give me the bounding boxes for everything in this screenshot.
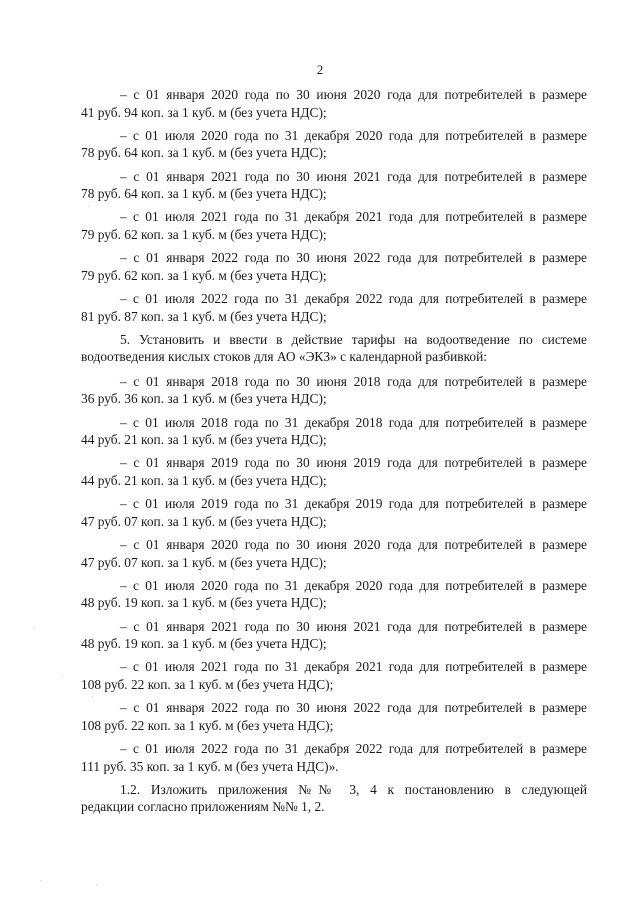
- tariff-item: [81, 699, 587, 734]
- tariff-item: [81, 208, 587, 243]
- tariff-item-period: – с 01 июля 2022 года по 31 декабря 2022 года для потребителей в размере: [120, 740, 587, 756]
- tariff-item-period: – с 01 января 2022 года по 30 июня 2022 года для потребителей в размере: [120, 700, 587, 716]
- tariff-item-period: – с 01 января 2021 года по 30 июня 2021 года для потребителей в размере: [120, 618, 587, 634]
- tariff-item-price: 79 руб. 62 коп. за 1 куб. м (без учета НДС);: [81, 226, 327, 242]
- tariff-item-period: – с 01 января 2020 года по 30 июня 2020 года для потребителей в размере: [120, 537, 587, 552]
- tariff-item-price: 111 руб. 35 коп. за 1 куб. м (без учета НДС)».: [81, 758, 339, 774]
- tariff-item-period: – с 01 января 2020 года по 30 июня 2020 года для потребителей в размере: [120, 87, 587, 102]
- clause-5-line-2: водоотведения кислых стоков для АО «ЭКЗ» с календарной разбивкой:: [81, 349, 488, 365]
- tariff-item-period: – с 01 июля 2021 года по 31 декабря 2021 года для потребителей в размере: [120, 209, 587, 225]
- tariff-item: [81, 577, 587, 612]
- tariff-item-period: – с 01 июля 2019 года по 31 декабря 2019 года для потребителей в размере: [120, 496, 587, 512]
- tariff-item: [81, 86, 587, 121]
- page-number: 2: [316, 62, 324, 77]
- tariff-item: [81, 740, 587, 775]
- tariff-item-price: 81 руб. 87 коп. за 1 куб. м (без учета НДС);: [81, 308, 327, 324]
- clause-1-2: [81, 781, 587, 816]
- clause-1-2-line-2: редакции согласно приложениям №№ 1, 2.: [81, 799, 325, 815]
- tariff-item: [81, 454, 587, 489]
- document-body: [81, 86, 587, 823]
- tariff-item-period: – с 01 июля 2020 года по 31 декабря 2020 года для потребителей в размере: [120, 127, 587, 143]
- tariff-item-price: 108 руб. 22 коп. за 1 куб. м (без учета НДС);: [81, 717, 334, 733]
- tariff-item-price: 79 руб. 62 коп. за 1 куб. м (без учета НДС);: [81, 267, 327, 283]
- tariff-item-price: 78 руб. 64 коп. за 1 куб. м (без учета НДС);: [81, 186, 327, 202]
- tariff-item: [81, 536, 587, 571]
- scan-speck: [62, 676, 63, 677]
- tariff-item-period: – с 01 июля 2021 года по 31 декабря 2021 года для потребителей в размере: [120, 659, 587, 675]
- scan-speck: [92, 696, 93, 697]
- tariff-item: [81, 373, 587, 408]
- scan-speck: [96, 884, 97, 885]
- tariff-item-period: – с 01 января 2018 года по 30 июня 2018 года для потребителей в размере: [120, 373, 587, 389]
- tariff-item-period: – с 01 января 2019 года по 30 июня 2019 года для потребителей в размере: [120, 455, 587, 471]
- tariff-list-acid-supply: [81, 86, 587, 325]
- tariff-item-price: 36 руб. 36 коп. за 1 куб. м (без учета НДС);: [81, 391, 327, 407]
- clause-5: [81, 331, 587, 366]
- tariff-item-price: 48 руб. 19 коп. за 1 куб. м (без учета НДС);: [81, 636, 327, 652]
- tariff-item: [81, 414, 587, 449]
- tariff-item-period: – с 01 июля 2022 года по 31 декабря 2022 года для потребителей в размере: [120, 290, 587, 306]
- tariff-list-acid-drainage: [81, 373, 587, 775]
- clause-5-line-1: 5. Установить и ввести в действие тарифы на водоотведение по системе: [120, 331, 587, 347]
- scan-speck: [34, 628, 35, 629]
- tariff-item: [81, 658, 587, 693]
- tariff-item-price: 78 руб. 64 коп. за 1 куб. м (без учета НДС);: [81, 145, 327, 161]
- tariff-item: [81, 249, 587, 284]
- tariff-item-price: 47 руб. 07 коп. за 1 куб. м (без учета НДС);: [81, 513, 327, 529]
- tariff-item-period: – с 01 января 2022 года по 30 июня 2022 года для потребителей в размере: [120, 250, 587, 266]
- tariff-item-price: 108 руб. 22 коп. за 1 куб. м (без учета НДС);: [81, 676, 334, 692]
- tariff-item: [81, 495, 587, 530]
- tariff-item-period: – с 01 июля 2020 года по 31 декабря 2020 года для потребителей в размере: [120, 577, 587, 593]
- tariff-item-price: 41 руб. 94 коп. за 1 куб. м (без учета НДС);: [81, 104, 327, 120]
- tariff-item-price: 44 руб. 21 коп. за 1 куб. м (без учета НДС);: [81, 432, 327, 448]
- tariff-item-period: – с 01 июля 2018 года по 31 декабря 2018 года для потребителей в размере: [120, 414, 587, 430]
- tariff-item-price: 44 руб. 21 коп. за 1 куб. м (без учета НДС);: [81, 473, 327, 489]
- tariff-item: [81, 127, 587, 162]
- scan-speck: [88, 206, 89, 207]
- tariff-item: [81, 290, 587, 325]
- tariff-item-period: – с 01 января 2021 года по 30 июня 2021 года для потребителей в размере: [120, 168, 587, 184]
- tariff-item: [81, 168, 587, 203]
- scan-speck: [40, 880, 41, 881]
- clause-1-2-line-1: 1.2. Изложить приложения №№ 3, 4 к постановлению в следующей: [120, 781, 587, 797]
- tariff-item: [81, 618, 587, 653]
- tariff-item-price: 48 руб. 19 коп. за 1 куб. м (без учета НДС);: [81, 595, 327, 611]
- tariff-item-price: 47 руб. 07 коп. за 1 куб. м (без учета НДС);: [81, 554, 327, 570]
